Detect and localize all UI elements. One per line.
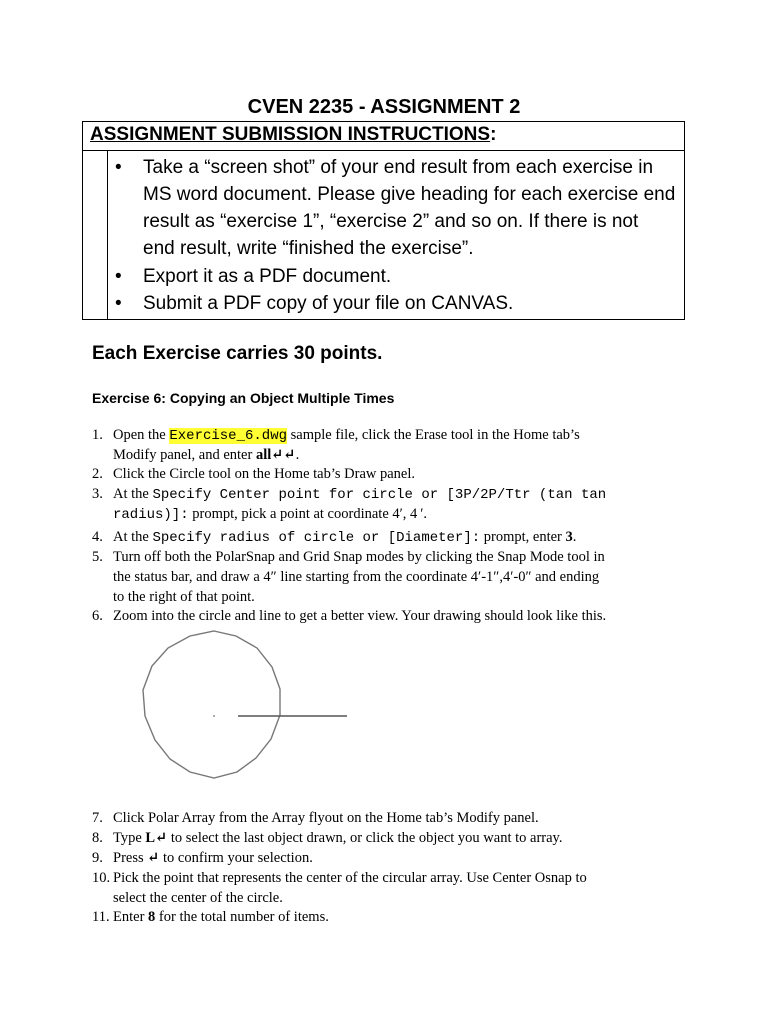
step-text: Zoom into the circle and line to get a better view. Your drawing should look like this. [113,608,607,624]
instruction-line: Export it as a PDF document. [143,266,392,287]
bullet-icon: • [115,157,122,178]
prompt-text: radius)]: [113,507,189,523]
value-text: 8 [148,909,156,925]
step-line: Pick the point that represents the center of the circular array. Use Center Osnap to [113,870,587,886]
step-number: 2. [92,466,103,482]
circle-and-line-drawing [120,622,360,808]
step-line: Turn off both the PolarSnap and Grid Snap modes by clicking the Snap Mode tool in [113,549,605,565]
bullet-icon: • [115,293,122,314]
exercise-title: Exercise 6: Copying an Object Multiple Times [92,390,395,406]
step-line [113,527,576,548]
step-text: sample file, click the Erase tool in the Home tab’s [287,427,580,443]
step-text: Enter [113,909,149,925]
instruction-line: end result, write “finished the exercise”. [143,238,474,259]
step-number: 11. [92,909,110,925]
step-line [113,828,563,848]
step-text: . [295,447,300,463]
step-text: for the total number of items. [155,909,329,925]
step-line [113,848,313,868]
step-text: Open the [113,427,170,443]
step-number: 7. [92,810,103,826]
step-number: 9. [92,850,103,866]
step-text: Modify panel, and enter [113,447,256,463]
page-title: CVEN 2235 - ASSIGNMENT 2 [247,96,521,118]
instruction-line: Submit a PDF copy of your file on CANVAS. [143,293,514,314]
submission-instructions-box [82,121,685,320]
step-text: prompt, pick a point at coordinate 4′, 4 ′. [188,506,427,522]
step-text: prompt, enter [480,529,566,545]
step-text: At the [113,486,153,502]
circle-polygon [143,631,280,778]
prompt-text: Specify radius of circle or [Diameter]: [152,530,481,546]
step-number: 10. [92,870,111,886]
step-text: to select the last object drawn, or click the object you want to array. [167,830,563,846]
step-text: Type [113,830,146,846]
step-line [113,445,299,465]
step-line [113,504,427,525]
instructions-heading-text: ASSIGNMENT SUBMISSION INSTRUCTIONS [90,124,491,145]
value-text: 3 [565,529,573,545]
key-text: ↵ [147,850,160,866]
instruction-line: Take a “screen shot” of your end result from each exercise in [143,157,654,178]
instruction-line: result as “exercise 1”, “exercise 2” and so on. If there is not [143,211,639,232]
prompt-text: Specify Center point for circle or [3P/2P/Ttr (tan tan [152,487,607,503]
points-note: Each Exercise carries 30 points. [92,343,383,364]
center-point [213,715,215,717]
file-name: Exercise_6.dwg [169,428,287,444]
step-text: Click Polar Array from the Array flyout on the Home tab’s Modify panel. [113,810,539,826]
step-text: Click the Circle tool on the Home tab’s Draw panel. [113,466,416,482]
step-line [113,907,329,927]
step-text: . [572,529,577,545]
step-line: to the right of that point. [113,589,255,605]
step-line [113,425,580,446]
instructions-heading [83,122,684,151]
step-number: 8. [92,830,103,846]
step-number: 4. [92,529,103,545]
command-text: all↵↵ [255,447,296,463]
instruction-line: MS word document. Please give heading for each exercise end [143,184,676,205]
step-line [113,484,606,505]
step-line: select the center of the circle. [113,890,283,906]
step-number: 5. [92,549,103,565]
instructions-list [107,151,684,319]
step-number: 3. [92,486,103,502]
step-text: Press [113,850,148,866]
step-number: 6. [92,608,103,624]
step-number: 1. [92,427,103,443]
step-line: the status bar, and draw a 4″ line starting from the coordinate 4′-1″,4′-0″ and ending [113,569,600,585]
bullet-icon: • [115,266,122,287]
step-text: to confirm your selection. [159,850,313,866]
instructions-heading-suffix: : [490,124,497,145]
step-text: At the [113,529,153,545]
key-text: L↵ [145,830,168,846]
